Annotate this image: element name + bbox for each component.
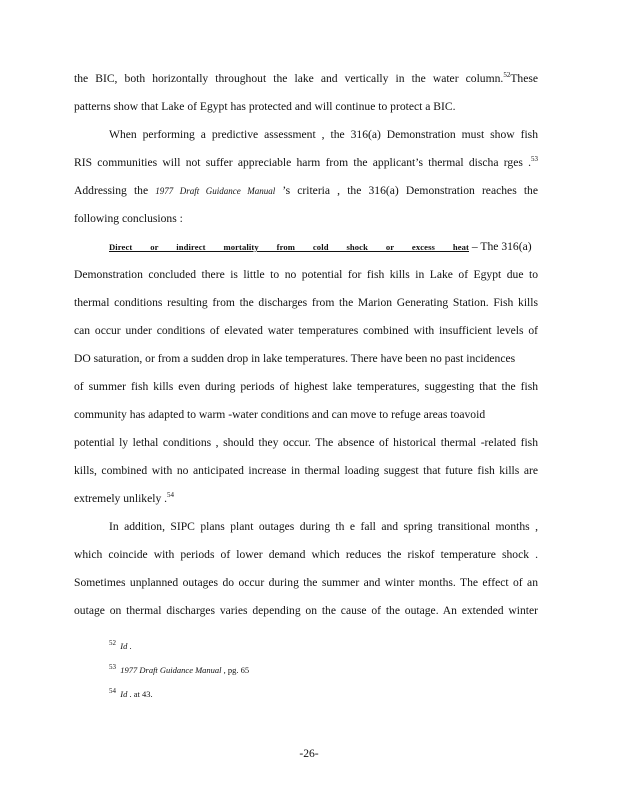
body-line: extremely unlikely .$^{54}$ — [74, 491, 175, 505]
body-line: following conclusions : — [74, 212, 183, 225]
body-line: can occur under conditions of elevated water temperatures combined with insufficient levels of — [74, 324, 538, 337]
body-line: the BIC, both horizontally throughout the lake and vertically in the water column.$^{52}$These — [74, 71, 538, 85]
body-line: of summer fish kills even during periods of highest lake temperatures, suggesting that the fish — [74, 380, 538, 393]
body-line: potential ly lethal conditions , should they occur. The absence of historical thermal -related fish — [74, 436, 538, 449]
body-line: outage on thermal discharges varies depending on the cause of the outage. An extended winter — [74, 604, 538, 617]
body-line: In addition, SIPC plans plant outages during th e fall and spring transitional months , — [109, 520, 538, 533]
body-line: kills, combined with no anticipated increase in thermal loading suggest that future fish kills are — [74, 464, 538, 477]
body-line: Addressing the 1977 Draft Guidance Manual ’s criteria , the 316(a) Demonstration reaches the — [74, 184, 538, 197]
heading-tail: – The 316(a) — [471, 240, 532, 253]
body-line: which coincide with periods of lower demand which reduces the riskof temperature shock . — [74, 548, 538, 561]
footnote: $^{53}$ 1977 Draft Guidance Manual , pg. 65 — [109, 663, 250, 675]
body-line: Sometimes unplanned outages do occur during the summer and winter months. The effect of an — [74, 576, 538, 589]
body-line: RIS communities will not suffer appreciable harm from the applicant’s thermal discha rges .$^{53}$ — [74, 155, 538, 169]
body-line: Demonstration concluded there is little to no potential for fish kills in Lake of Egypt due to — [74, 268, 538, 281]
body-line: thermal conditions resulting from the discharges from the Marion Generating Station. Fish kills — [74, 296, 538, 309]
footnote: $^{54}$ Id . at 43. — [109, 687, 153, 699]
body-line: patterns show that Lake of Egypt has protected and will continue to protect a BIC. — [74, 100, 456, 113]
body-line: DO saturation, or from a sudden drop in lake temperatures. There have been no past incidences — [74, 352, 516, 365]
body-line: When performing a predictive assessment , the 316(a) Demonstration must show fish — [109, 128, 538, 141]
heading-text: Direct or indirect mortality from cold shock or excess heat — [109, 242, 469, 252]
page-number: -26- — [299, 747, 319, 760]
footnote: $^{52}$ Id . — [109, 639, 132, 651]
body-line: community has adapted to warm -water conditions and can move to refuge areas toavoid — [74, 408, 486, 421]
section-heading — [109, 240, 538, 254]
